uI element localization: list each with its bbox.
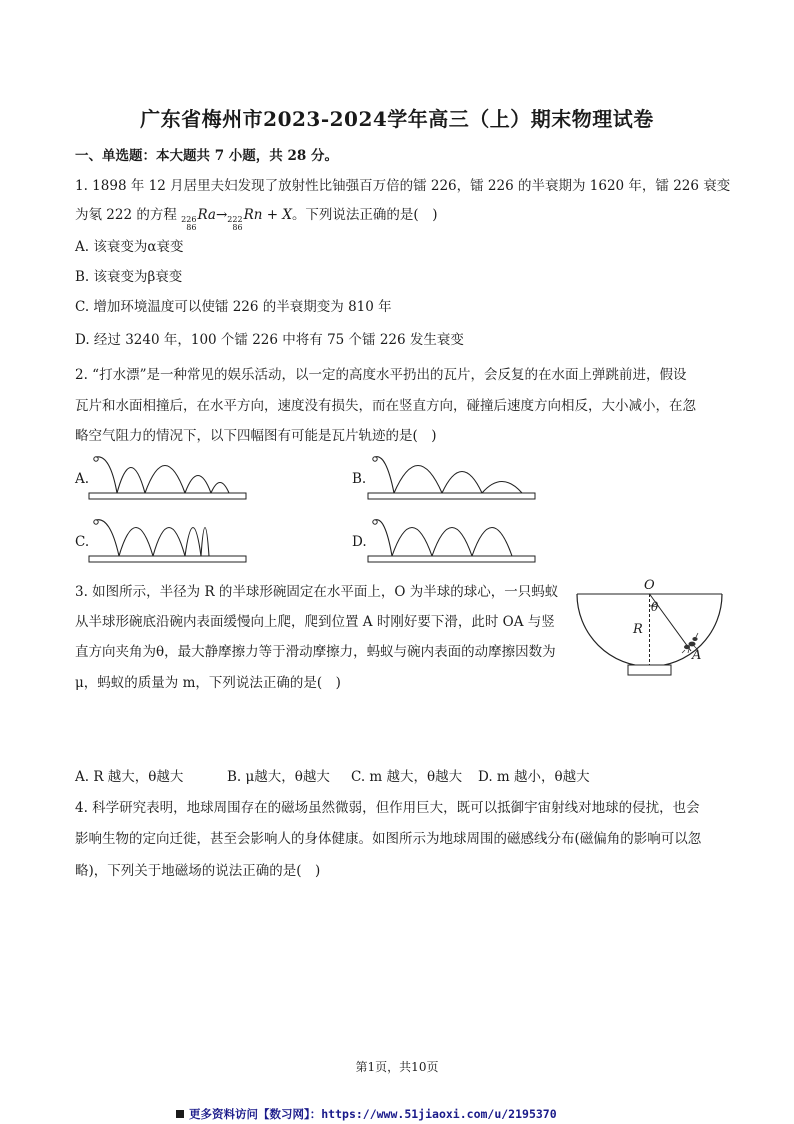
ra-atomic-number: 86 — [186, 223, 197, 232]
q2-label-a: A. — [75, 471, 90, 487]
q1-stem-line2 — [75, 205, 437, 232]
bounce-arc — [392, 528, 432, 557]
q3-stem-line3: 直方向夹角为θ，最大静摩擦力等于滑动摩擦力，蚂蚁与碗内表面的动摩擦因数为 — [75, 644, 556, 660]
bounce-arc — [185, 528, 201, 557]
q1-option-d: D. 经过 3240 年，100 个镭 226 中将有 75 个镭 226 发生衰变 — [75, 332, 464, 348]
stone — [94, 457, 98, 461]
hemisphere-bowl-figure — [575, 578, 725, 678]
reaction-arrow: → — [215, 207, 228, 223]
water-surface — [368, 493, 535, 499]
fig-label-r: R — [633, 622, 643, 637]
q3-stem-line1: 3. 如图所示，半径为 R 的半球形碗固定在水平面上，O 为半球的球心，一只蚂蚁 — [75, 584, 559, 600]
bounce-arc — [185, 476, 211, 494]
q1-stem-post: 。下列说法正确的是( ) — [291, 207, 438, 223]
bounce-arc — [482, 482, 522, 494]
nuclide-rn-indices — [227, 216, 242, 232]
rn-mass-number: 222 — [227, 215, 243, 224]
fig-label-theta: θ — [651, 600, 659, 614]
q3-options — [75, 767, 590, 787]
ra-symbol: Ra — [197, 207, 216, 223]
ra-mass-number: 226 — [181, 215, 197, 224]
bounce-arc — [432, 528, 472, 557]
q2-stem-line2: 瓦片和水面相撞后，在水平方向，速度没有损失，而在竖直方向，碰撞后速度方向相反，大小减小，在忽 — [75, 398, 696, 414]
resource-link-banner[interactable] — [176, 1106, 557, 1122]
trajectory-figure-c — [85, 513, 250, 565]
flag-icon — [176, 1110, 184, 1118]
fig-label-o: O — [644, 578, 655, 593]
q2-stem-line3: 略空气阻力的情况下，以下四幅图有可能是瓦片轨迹的是( ) — [75, 428, 437, 444]
bounce-arc — [442, 472, 482, 494]
q1-option-a: A. 该衰变为α衰变 — [75, 239, 184, 255]
trajectory-figure-d — [364, 513, 539, 565]
q2-stem-line1: 2. “打水漂”是一种常见的娱乐活动，以一定的高度水平扔出的瓦片，会反复的在水面上弹跳前进，假设 — [75, 367, 687, 383]
bounce-arc — [201, 528, 209, 557]
bounce-arc — [153, 528, 185, 557]
q2-label-b: B. — [352, 471, 367, 487]
trajectory — [375, 520, 392, 556]
page-title: 广东省梅州市2023-2024学年高三（上）期末物理试卷 — [140, 107, 654, 131]
q3-option-b: B. μ越大，θ越大 — [227, 769, 330, 785]
page-number: 第1页，共10页 — [355, 1060, 439, 1074]
bounce-arc — [117, 468, 145, 494]
q3-option-a: A. R 越大，θ越大 — [75, 769, 184, 785]
q1-stem-line1: 1. 1898 年 12 月居里夫妇发现了放射性比铀强百万倍的镭 226，镭 226 的半衰期为 1620 年，镭 226 衰变 — [75, 178, 731, 194]
trajectory-figure-a — [85, 450, 250, 502]
q1-option-c: C. 增加环境温度可以使镭 226 的半衰期变为 810 年 — [75, 299, 392, 315]
q3-stem-line2: 从半球形碗底沿碗内表面缓慢向上爬，爬到位置 A 时刚好要下滑，此时 OA 与竖 — [75, 614, 555, 630]
q1-stem-pre: 为氡 222 的方程 — [75, 207, 177, 223]
bounce-arc — [119, 528, 153, 557]
q4-stem-line1: 4. 科学研究表明，地球周围存在的磁场虽然微弱，但作用巨大，既可以抵御宇宙射线对地球的侵扰，也会 — [75, 800, 700, 816]
bounce-arc — [145, 466, 185, 494]
q2-label-c: C. — [75, 534, 90, 550]
rn-symbol: Rn — [243, 207, 263, 223]
q3-stem-line4: μ，蚂蚁的质量为 m，下列说法正确的是( ) — [75, 675, 341, 691]
resource-link-text[interactable]: 更多资料访问【数习网】：https://www.51jiaoxi.com/u/2195370 — [189, 1107, 557, 1121]
water-surface — [89, 493, 246, 499]
q1-option-b: B. 该衰变为β衰变 — [75, 269, 183, 285]
q3-option-c: C. m 越大，θ越大 — [351, 769, 463, 785]
bounce-arc — [394, 466, 442, 494]
q4-stem-line3: 略)，下列关于地磁场的说法正确的是( ) — [75, 863, 321, 879]
fig-label-a: A — [692, 648, 702, 663]
rn-atomic-number: 86 — [232, 223, 243, 232]
trajectory — [375, 457, 394, 493]
bounce-arc — [472, 528, 512, 557]
water-surface — [89, 556, 246, 562]
q4-stem-line2: 影响生物的定向迁徙，甚至会影响人的身体健康。如图所示为地球周围的磁感线分布(磁偏角的影响可以忽 — [75, 831, 702, 847]
stone — [373, 520, 377, 524]
stone — [94, 520, 98, 524]
plus-x: + X — [262, 207, 292, 223]
q3-option-d: D. m 越小，θ越大 — [478, 769, 590, 785]
water-surface — [368, 556, 535, 562]
nuclide-ra-indices — [181, 216, 196, 232]
trajectory-figure-b — [364, 450, 539, 502]
stone — [373, 457, 377, 461]
bounce-arc — [211, 483, 229, 494]
bowl-base — [628, 665, 671, 675]
q2-label-d: D. — [352, 534, 367, 550]
section-heading: 一、单选题：本大题共 7 小题，共 28 分。 — [75, 148, 338, 164]
trajectory — [96, 457, 117, 493]
trajectory — [96, 520, 119, 556]
